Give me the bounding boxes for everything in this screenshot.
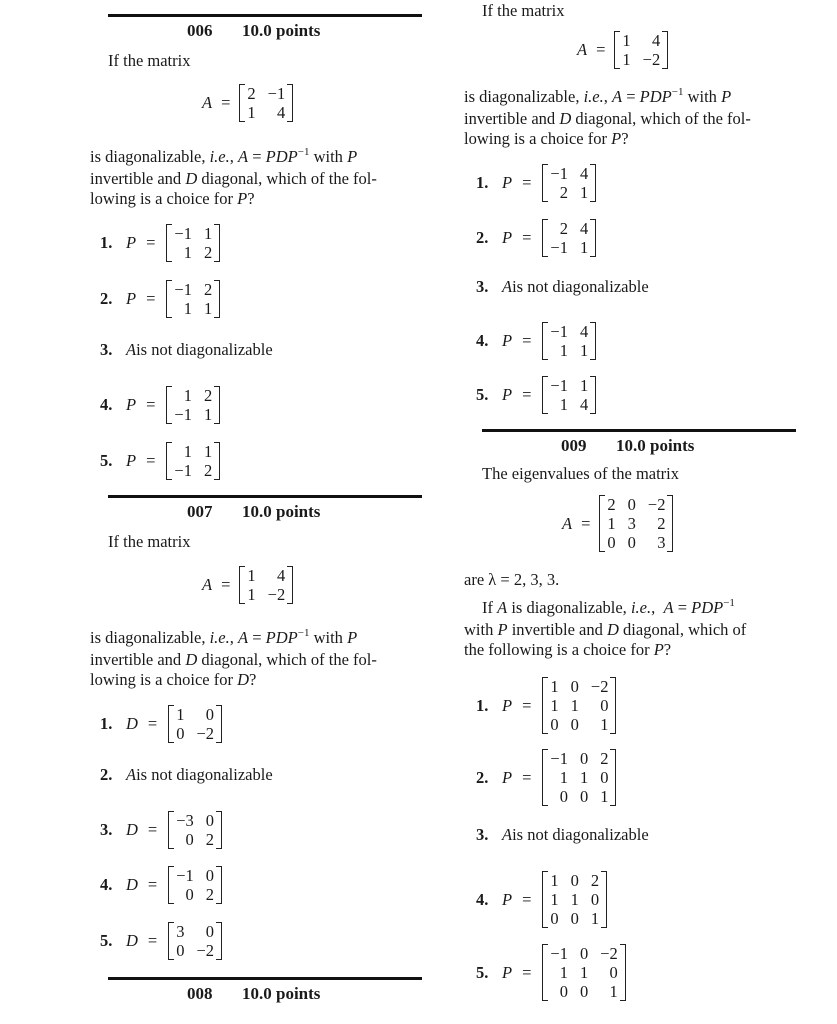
question-points: 10.0 points xyxy=(242,984,321,1003)
option-number: 5. xyxy=(476,385,489,404)
equals-sign: = xyxy=(522,228,532,247)
option-number: 4. xyxy=(100,875,113,894)
question-number: 006 xyxy=(187,21,213,40)
option-number: 2. xyxy=(476,228,489,247)
right-bracket xyxy=(620,944,626,1001)
question-intro: If the matrix xyxy=(482,1,565,20)
option-matrix xyxy=(542,322,596,360)
option-number: 3. xyxy=(476,825,489,844)
matrix-cell: 0 xyxy=(550,715,559,734)
matrix-cell: 0 xyxy=(590,890,600,909)
option-variable: P xyxy=(502,331,513,350)
matrix-cell: 3 xyxy=(176,922,185,941)
option-matrix xyxy=(542,376,596,414)
right-bracket xyxy=(610,677,616,734)
matrix-cell: 0 xyxy=(570,871,579,890)
matrix-cell: 0 xyxy=(550,909,559,928)
matrix-cell: −2 xyxy=(267,585,286,604)
option-number: 5. xyxy=(100,931,113,950)
matrix-cell: 1 xyxy=(559,768,568,787)
question-header-007 xyxy=(187,502,320,522)
matrix-cell: 1 xyxy=(579,341,589,360)
answer-option-4[interactable] xyxy=(476,871,607,928)
matrix-cell: 2 xyxy=(607,495,616,514)
option-number: 4. xyxy=(476,331,489,350)
right-bracket xyxy=(287,566,293,604)
option-number: 3. xyxy=(100,820,113,839)
option-number: 2. xyxy=(100,765,113,784)
option-text: is not diagonalizable xyxy=(512,825,649,844)
matrix-cell: 1 xyxy=(203,405,213,424)
option-variable: A xyxy=(502,277,513,296)
option-text: is not diagonalizable xyxy=(512,277,649,296)
matrix-cell: 0 xyxy=(176,724,185,743)
matrix-cell: 0 xyxy=(570,677,579,696)
matrix-cell: 1 xyxy=(183,442,192,461)
option-number: 1. xyxy=(476,173,489,192)
answer-option-1[interactable] xyxy=(100,705,222,743)
matrix-cell: −2 xyxy=(196,941,215,960)
matrix-cell: 1 xyxy=(579,238,589,257)
right-bracket xyxy=(216,922,222,960)
option-number: 2. xyxy=(100,289,113,308)
matrix-cell: 0 xyxy=(559,787,568,806)
option-variable: P xyxy=(502,173,513,192)
matrix-cell: 0 xyxy=(627,533,636,552)
option-number: 5. xyxy=(100,451,113,470)
option-number: 4. xyxy=(100,395,113,414)
equals-sign: = xyxy=(596,40,606,59)
equals-sign: = xyxy=(146,233,156,252)
equals-sign: = xyxy=(522,695,532,715)
right-bracket xyxy=(590,376,596,414)
eigenvalues-statement: are λ = 2, 3, 3. xyxy=(464,570,560,589)
option-matrix xyxy=(168,811,222,849)
right-bracket xyxy=(667,495,673,552)
option-matrix xyxy=(542,944,625,1001)
matrix-cell: 3 xyxy=(657,533,666,552)
option-matrix xyxy=(542,219,596,257)
matrix-cell: 1 xyxy=(570,696,579,715)
option-text: is not diagonalizable xyxy=(136,765,273,784)
question-points: 10.0 points xyxy=(242,21,321,40)
matrix-entries xyxy=(620,31,662,69)
matrix-entries xyxy=(548,677,610,734)
matrix-cell: −1 xyxy=(550,164,568,183)
equals-sign: = xyxy=(147,714,158,733)
option-variable: A xyxy=(126,765,137,784)
answer-option-5[interactable] xyxy=(100,922,222,960)
matrix-cell: 1 xyxy=(247,103,256,122)
matrix-cell: 1 xyxy=(579,768,589,787)
option-number: 2. xyxy=(476,767,489,787)
matrix xyxy=(239,84,293,122)
option-variable: P xyxy=(502,695,513,715)
option-matrix xyxy=(166,386,220,424)
answer-option-2[interactable] xyxy=(100,280,220,318)
question-header-009 xyxy=(561,436,694,456)
right-bracket xyxy=(214,224,220,262)
equals-sign: = xyxy=(522,962,532,982)
question-intro: If the matrix xyxy=(108,51,191,70)
matrix-cell: 2 xyxy=(205,830,215,849)
equals-sign: = xyxy=(522,173,532,192)
matrix xyxy=(599,495,673,552)
matrix-cell: 0 xyxy=(559,982,568,1001)
matrix-cell: 1 xyxy=(203,224,213,243)
option-matrix xyxy=(166,224,220,262)
right-bracket xyxy=(590,219,596,257)
right-bracket xyxy=(214,442,220,480)
matrix-cell: 1 xyxy=(559,963,568,982)
matrix-entries xyxy=(245,566,287,604)
question-divider xyxy=(482,429,796,432)
matrix-cell: 4 xyxy=(579,164,589,183)
matrix-cell: 0 xyxy=(579,982,589,1001)
matrix-cell: 0 xyxy=(570,715,579,734)
matrix-cell: 1 xyxy=(622,50,631,69)
option-variable: A xyxy=(126,340,137,359)
matrix-entries xyxy=(548,871,601,928)
right-bracket xyxy=(590,322,596,360)
option-variable: D xyxy=(126,875,138,894)
option-variable: D xyxy=(126,714,138,733)
matrix-cell: −2 xyxy=(642,50,661,69)
matrix-cell: 0 xyxy=(570,909,579,928)
option-variable: D xyxy=(126,820,138,839)
matrix-cell: 2 xyxy=(559,183,568,202)
answer-option-5[interactable] xyxy=(476,376,596,414)
question-prompt: If A is diagonalizable, i.e., $A = PDP^{-1}$ with P invertible and D diagonal, which of the following is a choice for P? xyxy=(464,597,747,659)
matrix-cell: 2 xyxy=(657,514,666,533)
matrix-cell: 1 xyxy=(570,890,579,909)
matrix-cell: 0 xyxy=(600,768,609,787)
question-header-008 xyxy=(187,984,320,1004)
equals-sign: = xyxy=(147,875,158,894)
equals-sign: = xyxy=(522,767,532,787)
equals-sign: = xyxy=(146,289,156,308)
matrix-cell: 0 xyxy=(579,944,589,963)
matrix-entries xyxy=(172,386,214,424)
matrix-cell: 0 xyxy=(205,705,215,724)
matrix-cell: 4 xyxy=(579,219,589,238)
matrix-cell: −1 xyxy=(267,84,286,103)
matrix-cell: 1 xyxy=(183,299,192,318)
matrix-cell: −1 xyxy=(550,322,568,341)
matrix-cell: 1 xyxy=(559,395,568,414)
matrix xyxy=(239,566,293,604)
matrix-cell: −1 xyxy=(550,944,568,963)
matrix-entries xyxy=(172,442,214,480)
right-bracket xyxy=(662,31,668,69)
equals-sign: = xyxy=(221,575,231,594)
answer-option-5[interactable] xyxy=(476,944,626,1001)
answer-option-3[interactable] xyxy=(476,825,649,845)
option-text: is not diagonalizable xyxy=(136,340,273,359)
question-points: 10.0 points xyxy=(242,502,321,521)
matrix-entries xyxy=(245,84,287,122)
matrix-cell: −2 xyxy=(196,724,215,743)
matrix-cell: −2 xyxy=(600,944,618,963)
option-matrix xyxy=(168,705,222,743)
answer-option-1[interactable] xyxy=(100,224,220,262)
matrix-cell: −1 xyxy=(550,238,568,257)
option-variable: P xyxy=(502,228,513,247)
matrix-cell: 1 xyxy=(609,982,618,1001)
question-points: 10.0 points xyxy=(616,436,695,455)
matrix-cell: −1 xyxy=(174,405,192,424)
option-matrix xyxy=(168,866,222,904)
question-divider xyxy=(108,977,422,980)
matrix-cell: 0 xyxy=(627,495,636,514)
answer-option-3[interactable] xyxy=(100,811,222,849)
matrix-cell: 0 xyxy=(205,922,215,941)
equals-sign: = xyxy=(146,395,156,414)
matrix-entries xyxy=(174,866,216,904)
option-variable: P xyxy=(502,889,513,909)
option-matrix xyxy=(542,677,616,734)
right-bracket xyxy=(601,871,607,928)
answer-option-3[interactable] xyxy=(100,340,273,360)
matrix-cell: 1 xyxy=(590,909,600,928)
option-variable: A xyxy=(502,825,513,844)
matrix-cell: −1 xyxy=(550,749,568,768)
question-prompt: is diagonalizable, i.e., $A = PDP^{-1}$ with P invertible and D diagonal, which of the fol- lowing is a choice for D? xyxy=(90,627,377,689)
equals-sign: = xyxy=(146,451,156,470)
matrix-cell: 0 xyxy=(205,866,215,885)
matrix-cell: 1 xyxy=(579,963,589,982)
matrix-entries xyxy=(605,495,667,552)
matrix-cell: 1 xyxy=(600,787,609,806)
equals-sign: = xyxy=(522,889,532,909)
matrix-label: A xyxy=(202,575,213,594)
matrix-cell: 0 xyxy=(600,696,609,715)
matrix-entries xyxy=(548,164,590,202)
matrix-cell: 0 xyxy=(609,963,618,982)
matrix-cell: 1 xyxy=(247,566,256,585)
matrix-cell: 1 xyxy=(600,715,609,734)
option-number: 1. xyxy=(100,233,113,252)
matrix-entries xyxy=(174,922,216,960)
matrix-cell: 2 xyxy=(203,280,213,299)
matrix-cell: 2 xyxy=(203,386,213,405)
matrix-cell: 2 xyxy=(600,749,609,768)
option-variable: D xyxy=(126,931,138,950)
answer-option-1[interactable] xyxy=(476,164,596,202)
question-matrix-equation xyxy=(202,84,293,122)
option-number: 1. xyxy=(476,695,489,715)
matrix-cell: 0 xyxy=(185,830,194,849)
question-prompt: is diagonalizable, i.e., $A = PDP^{-1}$ with P invertible and D diagonal, which of the fol- lowing is a choice for P? xyxy=(464,86,751,148)
option-number: 3. xyxy=(100,340,113,359)
matrix-cell: 4 xyxy=(579,322,589,341)
matrix-cell: 0 xyxy=(185,885,194,904)
right-bracket xyxy=(214,280,220,318)
matrix-cell: −1 xyxy=(550,376,568,395)
right-bracket xyxy=(287,84,293,122)
matrix-cell: 4 xyxy=(276,566,286,585)
answer-option-4[interactable] xyxy=(100,386,220,424)
option-variable: P xyxy=(126,233,137,252)
matrix-label: A xyxy=(562,513,573,533)
matrix-cell: 1 xyxy=(579,376,589,395)
matrix-cell: 1 xyxy=(579,183,589,202)
answer-option-2[interactable] xyxy=(476,219,596,257)
answer-option-2[interactable] xyxy=(100,765,273,785)
matrix-cell: −1 xyxy=(176,866,194,885)
matrix-label: A xyxy=(202,93,213,112)
matrix-cell: 0 xyxy=(607,533,616,552)
option-variable: P xyxy=(126,395,137,414)
matrix-cell: 1 xyxy=(550,871,559,890)
answer-option-4[interactable] xyxy=(100,866,222,904)
matrix-cell: 1 xyxy=(550,890,559,909)
matrix-entries xyxy=(548,376,590,414)
matrix-cell: 1 xyxy=(203,442,213,461)
answer-option-1[interactable] xyxy=(476,677,616,734)
matrix-entries xyxy=(172,280,214,318)
option-variable: P xyxy=(126,451,137,470)
matrix-cell: 1 xyxy=(550,677,559,696)
matrix-cell: 1 xyxy=(550,696,559,715)
matrix-entries xyxy=(548,749,610,806)
equals-sign: = xyxy=(147,931,158,950)
question-intro: If the matrix xyxy=(108,532,191,551)
matrix-cell: −3 xyxy=(176,811,194,830)
matrix xyxy=(614,31,668,69)
matrix-cell: 2 xyxy=(559,219,568,238)
right-bracket xyxy=(590,164,596,202)
equals-sign: = xyxy=(147,820,158,839)
question-number: 008 xyxy=(187,984,213,1003)
question-intro: The eigenvalues of the matrix xyxy=(482,464,680,483)
matrix-entries xyxy=(174,705,216,743)
matrix-cell: 1 xyxy=(183,386,192,405)
option-matrix xyxy=(166,280,220,318)
answer-option-5[interactable] xyxy=(100,442,220,480)
matrix-cell: −1 xyxy=(174,280,192,299)
matrix-cell: 0 xyxy=(176,941,185,960)
question-matrix-equation xyxy=(562,495,673,552)
matrix-cell: 3 xyxy=(627,514,636,533)
matrix-cell: 4 xyxy=(579,395,589,414)
matrix-entries xyxy=(548,944,619,1001)
option-variable: P xyxy=(502,962,513,982)
matrix-cell: 1 xyxy=(203,299,213,318)
matrix-cell: 1 xyxy=(559,341,568,360)
option-variable: P xyxy=(126,289,137,308)
option-matrix xyxy=(166,442,220,480)
matrix-entries xyxy=(172,224,214,262)
matrix-cell: 1 xyxy=(183,243,192,262)
question-divider xyxy=(108,14,422,17)
question-number: 007 xyxy=(187,502,213,521)
option-matrix xyxy=(542,164,596,202)
question-matrix-equation xyxy=(202,566,293,604)
option-number: 4. xyxy=(476,889,489,909)
equals-sign: = xyxy=(581,513,591,533)
matrix-cell: 2 xyxy=(247,84,256,103)
matrix-cell: −2 xyxy=(647,495,666,514)
answer-option-3[interactable] xyxy=(476,277,649,297)
matrix-cell: −1 xyxy=(174,461,192,480)
matrix-label: A xyxy=(577,40,588,59)
right-bracket xyxy=(610,749,616,806)
matrix-cell: 1 xyxy=(176,705,185,724)
matrix-cell: 0 xyxy=(579,749,589,768)
question-matrix-equation xyxy=(577,31,668,69)
matrix-cell: 1 xyxy=(247,585,256,604)
matrix-cell: 4 xyxy=(276,103,286,122)
option-matrix xyxy=(168,922,222,960)
right-bracket xyxy=(216,811,222,849)
matrix-cell: 2 xyxy=(205,885,215,904)
right-bracket xyxy=(216,866,222,904)
option-number: 1. xyxy=(100,714,113,733)
answer-option-4[interactable] xyxy=(476,322,596,360)
right-bracket xyxy=(214,386,220,424)
question-divider xyxy=(108,495,422,498)
matrix-cell: 4 xyxy=(651,31,661,50)
option-variable: P xyxy=(502,767,513,787)
matrix-cell: 2 xyxy=(203,243,213,262)
option-matrix xyxy=(542,871,607,928)
equals-sign: = xyxy=(522,331,532,350)
equals-sign: = xyxy=(522,385,532,404)
matrix-cell: 0 xyxy=(579,787,589,806)
question-header-006 xyxy=(187,21,320,41)
matrix-entries xyxy=(548,219,590,257)
matrix-cell: −2 xyxy=(590,677,609,696)
right-bracket xyxy=(216,705,222,743)
matrix-cell: 1 xyxy=(607,514,616,533)
option-variable: P xyxy=(502,385,513,404)
matrix-cell: 2 xyxy=(203,461,213,480)
matrix-entries xyxy=(174,811,216,849)
matrix-cell: 2 xyxy=(590,871,600,890)
matrix-cell: 1 xyxy=(622,31,631,50)
option-matrix xyxy=(542,749,616,806)
question-number: 009 xyxy=(561,436,587,455)
option-number: 5. xyxy=(476,962,489,982)
equals-sign: = xyxy=(221,93,231,112)
option-number: 3. xyxy=(476,277,489,296)
matrix-cell: 0 xyxy=(205,811,215,830)
matrix-cell: −1 xyxy=(174,224,192,243)
question-prompt: is diagonalizable, i.e., $A = PDP^{-1}$ with P invertible and D diagonal, which of the fol- lowing is a choice for P? xyxy=(90,146,377,208)
answer-option-2[interactable] xyxy=(476,749,616,806)
matrix-entries xyxy=(548,322,590,360)
